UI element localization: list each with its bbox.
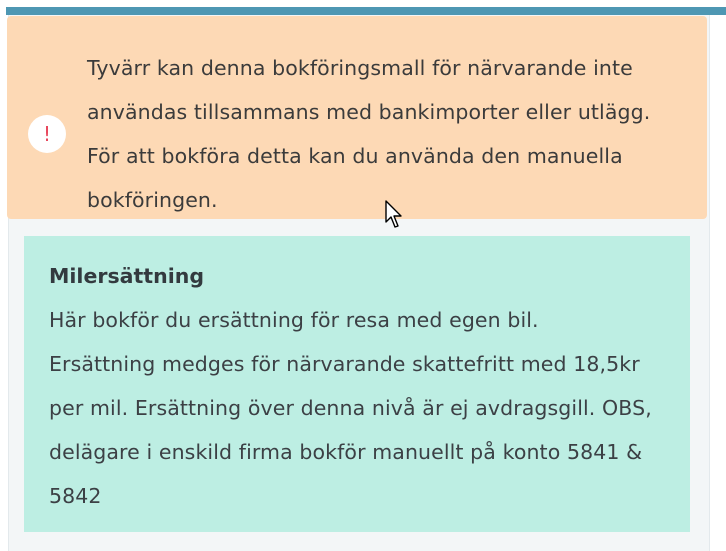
- alert-message: [87, 46, 697, 222]
- info-description-line: delägare i enskild firma bokför manuellt på konto 5841 &: [49, 440, 643, 464]
- mouse-cursor-icon: [385, 200, 405, 230]
- info-description-line: per mil. Ersättning över denna nivå är ej avdragsgill. OBS,: [49, 396, 652, 420]
- alert-message-line: bokföringen.: [87, 188, 218, 212]
- exclamation-glyph: !: [42, 122, 52, 146]
- alert-message-line: Tyvärr kan denna bokföringsmall för närvarande inte: [87, 56, 633, 80]
- warning-alert: [7, 16, 707, 219]
- info-title: Milersättning: [49, 264, 204, 288]
- alert-message-line: För att bokföra detta kan du använda den manuella: [87, 144, 623, 168]
- top-accent-bar: [6, 7, 726, 15]
- template-info-box: [24, 236, 690, 532]
- info-description-line: 5842: [49, 484, 102, 508]
- alert-message-line: användas tillsammans med bankimporter eller utlägg.: [87, 100, 651, 124]
- info-description-line: Här bokför du ersättning för resa med egen bil.: [49, 308, 539, 332]
- exclamation-icon: [28, 115, 66, 153]
- info-description-line: Ersättning medges för närvarande skattefritt med 18,5kr: [49, 352, 640, 376]
- info-description: [49, 298, 679, 518]
